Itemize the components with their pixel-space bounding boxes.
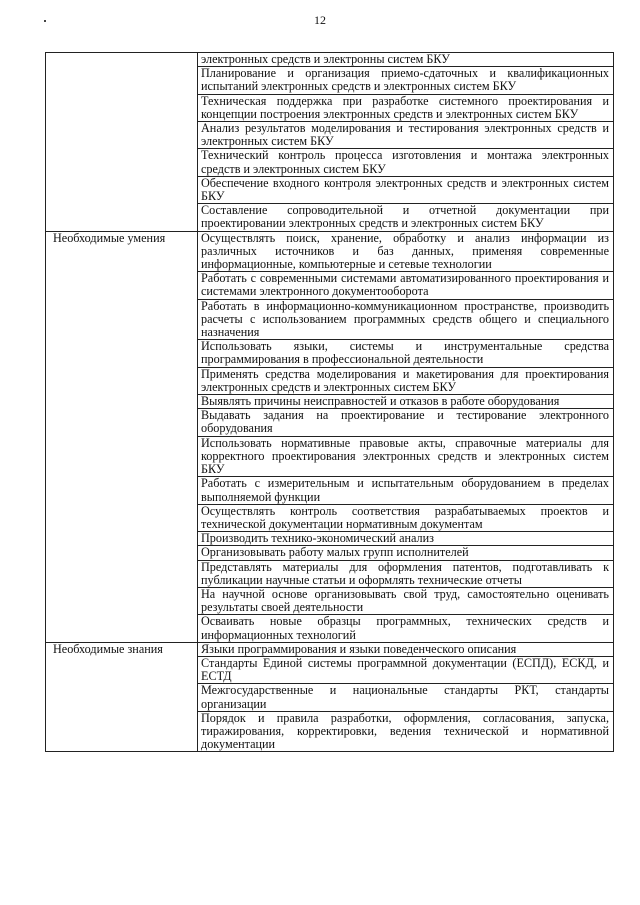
requirement-item: Использовать языки, системы и инструментальные средства программирования в профессиональной деятельности <box>198 340 614 367</box>
table-row <box>46 642 614 656</box>
requirement-item: На научной основе организовывать свой труд, самостоятельно оценивать результаты своей деятельности <box>198 587 614 614</box>
table-row <box>46 53 614 67</box>
requirement-item: Порядок и правила разработки, оформления, согласования, запуска, тиражирования, корректировки, ведения технической и нормативной документации <box>198 711 614 752</box>
requirement-item: Выявлять причины неисправностей и отказов в работе оборудования <box>198 395 614 409</box>
requirement-item: Осуществлять контроль соответствия разрабатываемых проектов и технической документации нормативным документам <box>198 504 614 531</box>
requirement-item: Стандарты Единой системы программной документации (ЕСПД), ЕСКД, и ЕСТД <box>198 656 614 683</box>
requirement-item: Работать в информационно-коммуникационном пространстве, производить расчеты с использованием программных средств общего и специального назначения <box>198 299 614 340</box>
requirement-item: Использовать нормативные правовые акты, справочные материалы для корректного проектирования электронных средств и электронных систем БКУ <box>198 436 614 477</box>
requirement-item: Межгосударственные и национальные стандарты РКТ, стандарты организации <box>198 684 614 711</box>
requirement-item: Применять средства моделирования и макетирования для проектирования электронных средств и электронных систем БКУ <box>198 367 614 394</box>
requirement-item: Планирование и организация приемо-сдаточных и квалификационных испытаний электронных средств и электронных систем БКУ <box>198 67 614 94</box>
section-label <box>46 53 198 232</box>
requirement-item: Осуществлять поиск, хранение, обработку и анализ информации из различных источников и баз данных, применяя современные информационные, компьютерные и сетевые технологии <box>198 231 614 272</box>
requirements-table <box>45 52 614 752</box>
requirement-item: Представлять материалы для оформления патентов, подготавливать к публикации научные статьи и оформлять технические отчеты <box>198 560 614 587</box>
requirement-item: электронных средств и электронны систем БКУ <box>198 53 614 67</box>
requirement-item: Организовывать работу малых групп исполнителей <box>198 546 614 560</box>
table-row <box>46 231 614 272</box>
requirement-item: Технический контроль процесса изготовления и монтажа электронных средств и электронных систем БКУ <box>198 149 614 176</box>
page-number: 12 <box>314 13 326 27</box>
section-label: Необходимые знания <box>46 642 198 752</box>
requirement-item: Работать с современными системами автоматизированного проектирования и системами электронного документооборота <box>198 272 614 299</box>
requirement-item: Составление сопроводительной и отчетной документации при проектировании электронных средств и электронных систем БКУ <box>198 204 614 231</box>
requirement-item: Языки программирования и языки поведенческого описания <box>198 642 614 656</box>
requirement-item: Техническая поддержка при разработке системного проектирования и концепции построения электронных средств и электронных систем БКУ <box>198 94 614 121</box>
requirements-table-body <box>46 53 614 752</box>
requirement-item: Производить технико-экономический анализ <box>198 532 614 546</box>
requirement-item: Выдавать задания на проектирование и тестирование электронного оборудования <box>198 409 614 436</box>
section-label: Необходимые умения <box>46 231 198 642</box>
requirement-item: Анализ результатов моделирования и тестирования электронных средств и электронных систем БКУ <box>198 122 614 149</box>
requirement-item: Обеспечение входного контроля электронных средств и электронных систем БКУ <box>198 176 614 203</box>
requirement-item: Работать с измерительным и испытательным оборудованием в пределах выполняемой функции <box>198 477 614 504</box>
requirement-item: Осваивать новые образцы программных, технических средств и информационных технологий <box>198 615 614 642</box>
